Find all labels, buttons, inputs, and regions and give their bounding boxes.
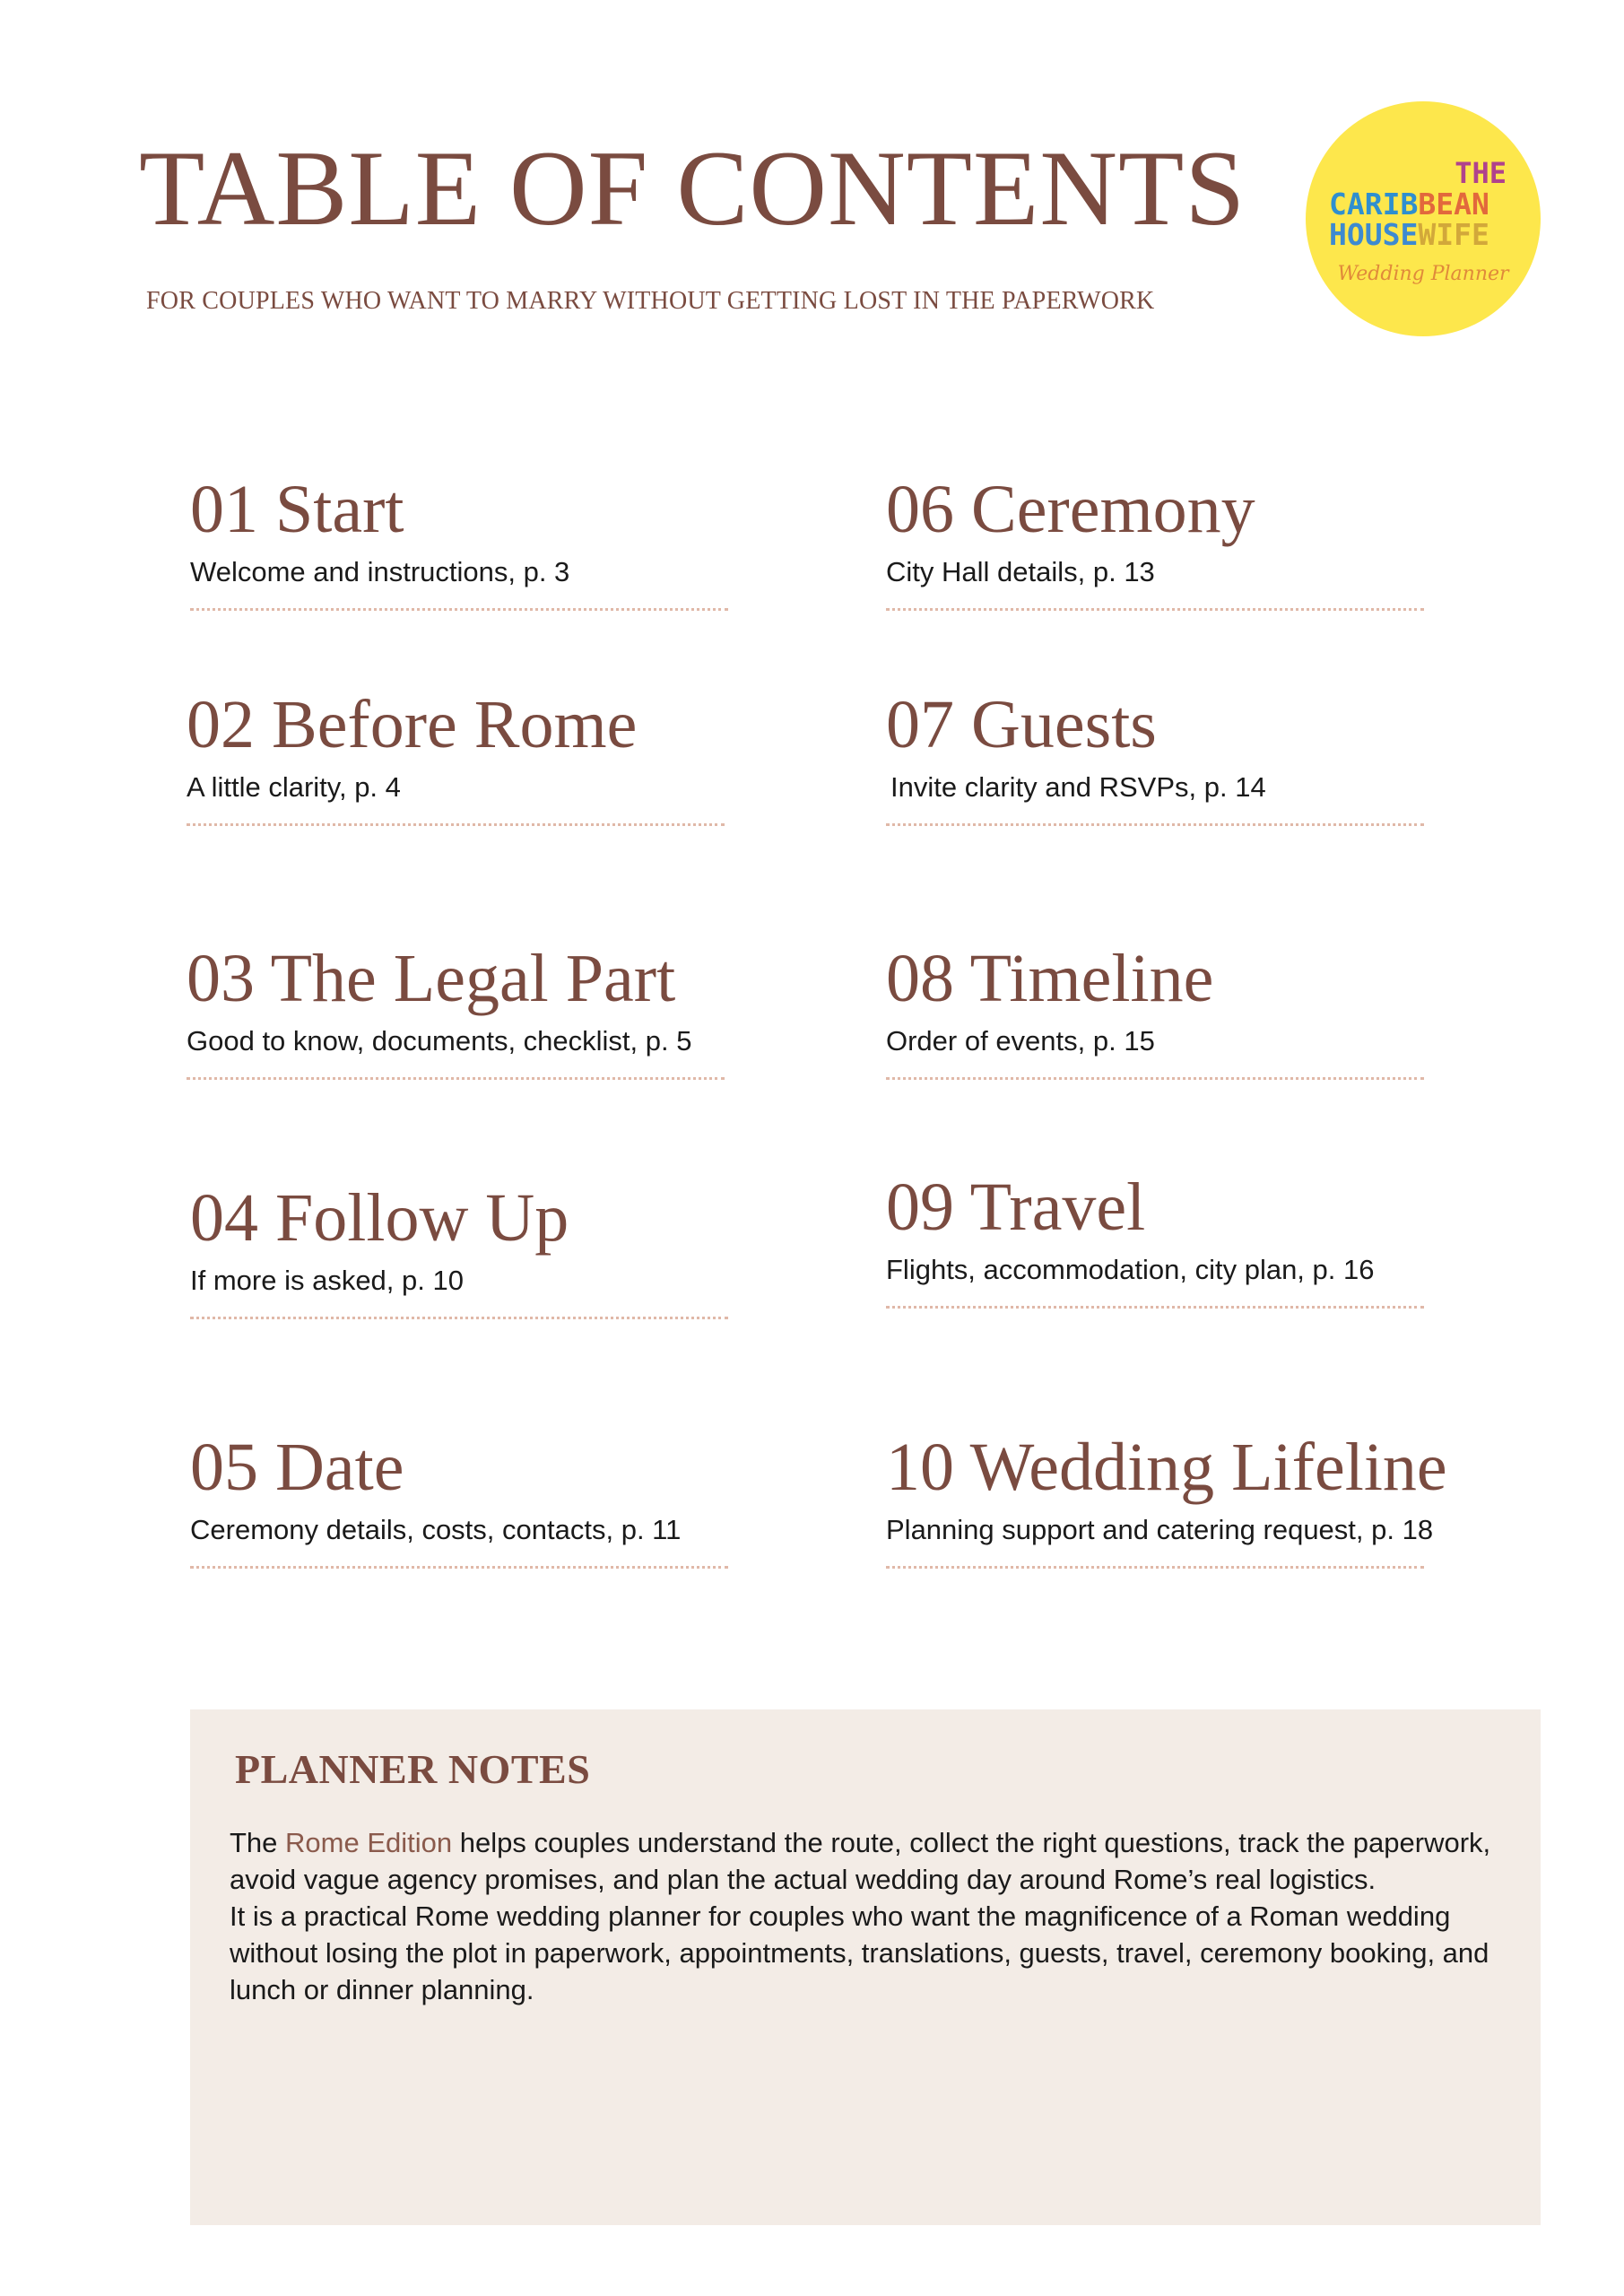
planner-notes-box [190,1709,1541,2225]
planner-notes-body [230,1824,1503,2008]
dotted-divider [190,608,728,611]
toc-item-title: 03 The Legal Part [187,941,676,1016]
dotted-divider [886,823,1424,826]
toc-item-desc: Ceremony details, costs, contacts, p. 11 [190,1514,682,1545]
logo-tagline: Wedding Planner [1337,263,1509,285]
toc-item-legal-part[interactable] [187,941,734,1080]
logo-line-housewife: HOUSEWIFE [1329,217,1489,252]
toc-item-wedding-lifeline[interactable] [886,1430,1447,1569]
toc-item-desc: A little clarity, p. 4 [187,771,401,803]
toc-item-guests[interactable] [886,687,1433,826]
toc-item-desc: City Hall details, p. 13 [886,556,1155,587]
toc-item-title: 09 Travel [886,1170,1146,1245]
toc-item-before-rome[interactable] [187,687,734,826]
toc-item-title: 01 Start [190,472,404,547]
toc-item-desc: If more is asked, p. 10 [190,1265,464,1296]
notes-paragraph-2: It is a practical Rome wedding planner for couples who want the magnificence of a Roman wedding without losing the plot in paperwork, appointments, translations, guests, travel, ceremony booking, and lunch or dinner planning. [230,1900,1489,2005]
toc-item-title: 07 Guests [886,687,1157,762]
dotted-divider [187,1077,725,1080]
notes-paragraph-1: The Rome Edition helps couples understand the route, collect the right questions, track the paperwork, avoid vague agency promises, and plan the actual wedding day around Rome’s real logistics. [230,1827,1491,1895]
brand-logo [1306,101,1541,336]
dotted-divider [187,823,725,826]
toc-item-title: 10 Wedding Lifeline [886,1430,1447,1505]
rome-edition-highlight: Rome Edition [285,1827,453,1858]
toc-item-travel[interactable] [886,1170,1433,1309]
toc-item-title: 06 Ceremony [886,472,1255,547]
dotted-divider [886,1077,1424,1080]
toc-item-ceremony[interactable] [886,472,1433,611]
logo-line-caribbean: CARIBBEAN [1329,187,1489,222]
toc-item-desc: Good to know, documents, checklist, p. 5 [187,1025,692,1057]
logo-line-the: THE [1455,156,1507,190]
toc-item-desc: Flights, accommodation, city plan, p. 16 [886,1254,1375,1285]
page-title: TABLE OF CONTENTS [139,128,1246,248]
dotted-divider [190,1566,728,1569]
toc-item-date[interactable] [190,1430,737,1569]
page-subtitle: FOR COUPLES WHO WANT TO MARRY WITHOUT GETTING LOST IN THE PAPERWORK [146,287,1155,315]
toc-item-desc: Order of events, p. 15 [886,1025,1155,1057]
dotted-divider [190,1317,728,1319]
dotted-divider [886,608,1424,611]
toc-item-desc: Invite clarity and RSVPs, p. 14 [890,771,1266,803]
dotted-divider [886,1306,1424,1309]
toc-item-title: 02 Before Rome [187,687,638,762]
toc-item-desc: Planning support and catering request, p. 18 [886,1514,1434,1545]
toc-item-title: 04 Follow Up [190,1180,569,1256]
toc-item-desc: Welcome and instructions, p. 3 [190,556,570,587]
dotted-divider [886,1566,1424,1569]
toc-item-follow-up[interactable] [190,1180,737,1319]
toc-item-start[interactable] [190,472,737,611]
planner-notes-heading: PLANNER NOTES [235,1746,591,1792]
toc-item-title: 05 Date [190,1430,404,1505]
toc-item-title: 08 Timeline [886,941,1214,1016]
toc-item-timeline[interactable] [886,941,1433,1080]
